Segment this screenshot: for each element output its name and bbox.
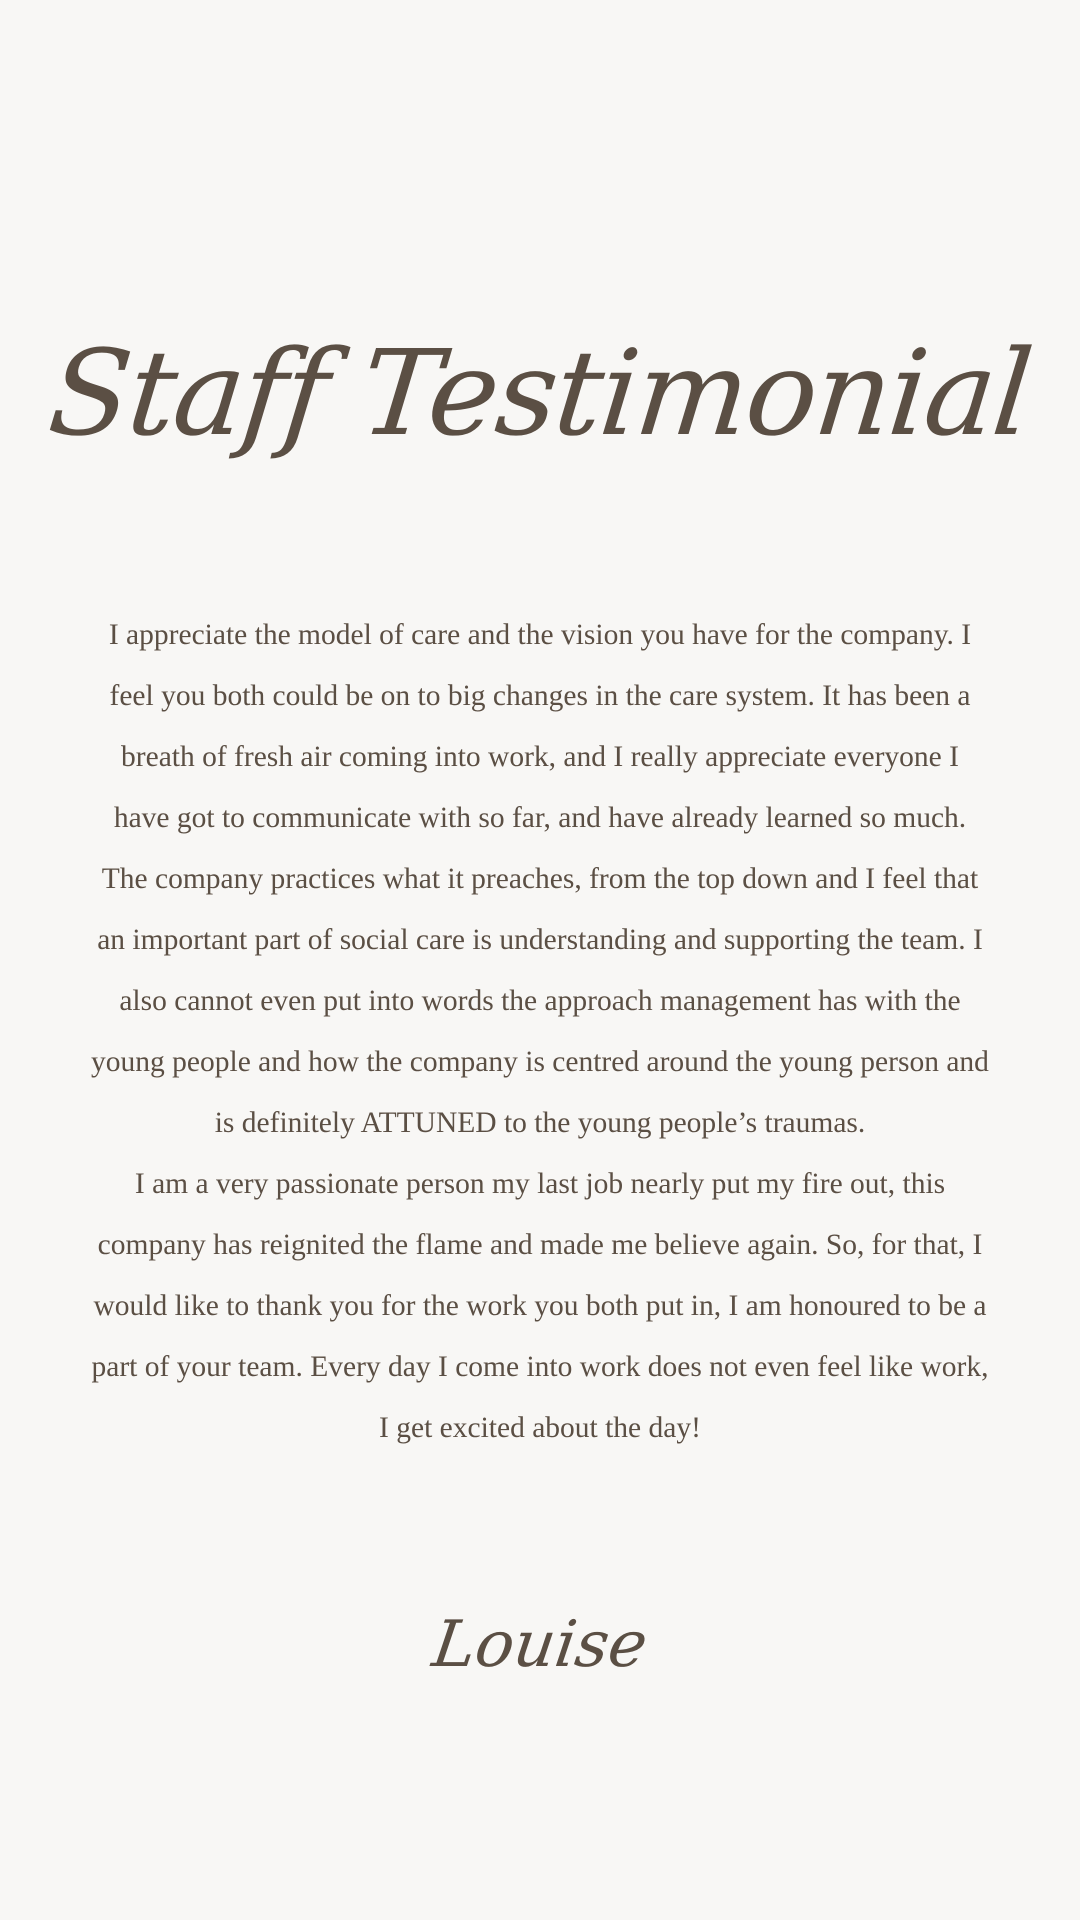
testimonial-paragraph-2: The company practices what it preaches, from the top down and I feel that an important part of social care is understanding and supporting the team. I also cannot even put into words the approach management has with the young people and how the company is centred around the young person and is definitely ATTUNED to the young people’s traumas. [91, 863, 989, 1139]
testimonial-body [90, 605, 990, 1459]
signature: Louise [428, 1608, 652, 1682]
testimonial-paragraph-3: I am a very passionate person my last job nearly put my fire out, this company has reignited the flame and made me believe again. So, for that, I would like to thank you for the work you both put in, I am honoured to be a part of your team. Every day I come into work does not even feel like work, I get excited about the day! [91, 1168, 989, 1444]
testimonial-paragraph-1: I appreciate the model of care and the vision you have for the company. I feel you both could be on to big changes in the care system. It has been a breath of fresh air coming into work, and I really appreciate everyone I have got to communicate with so far, and have already learned so much. [108, 619, 972, 834]
page-title: Staff Testimonial [43, 324, 1037, 462]
